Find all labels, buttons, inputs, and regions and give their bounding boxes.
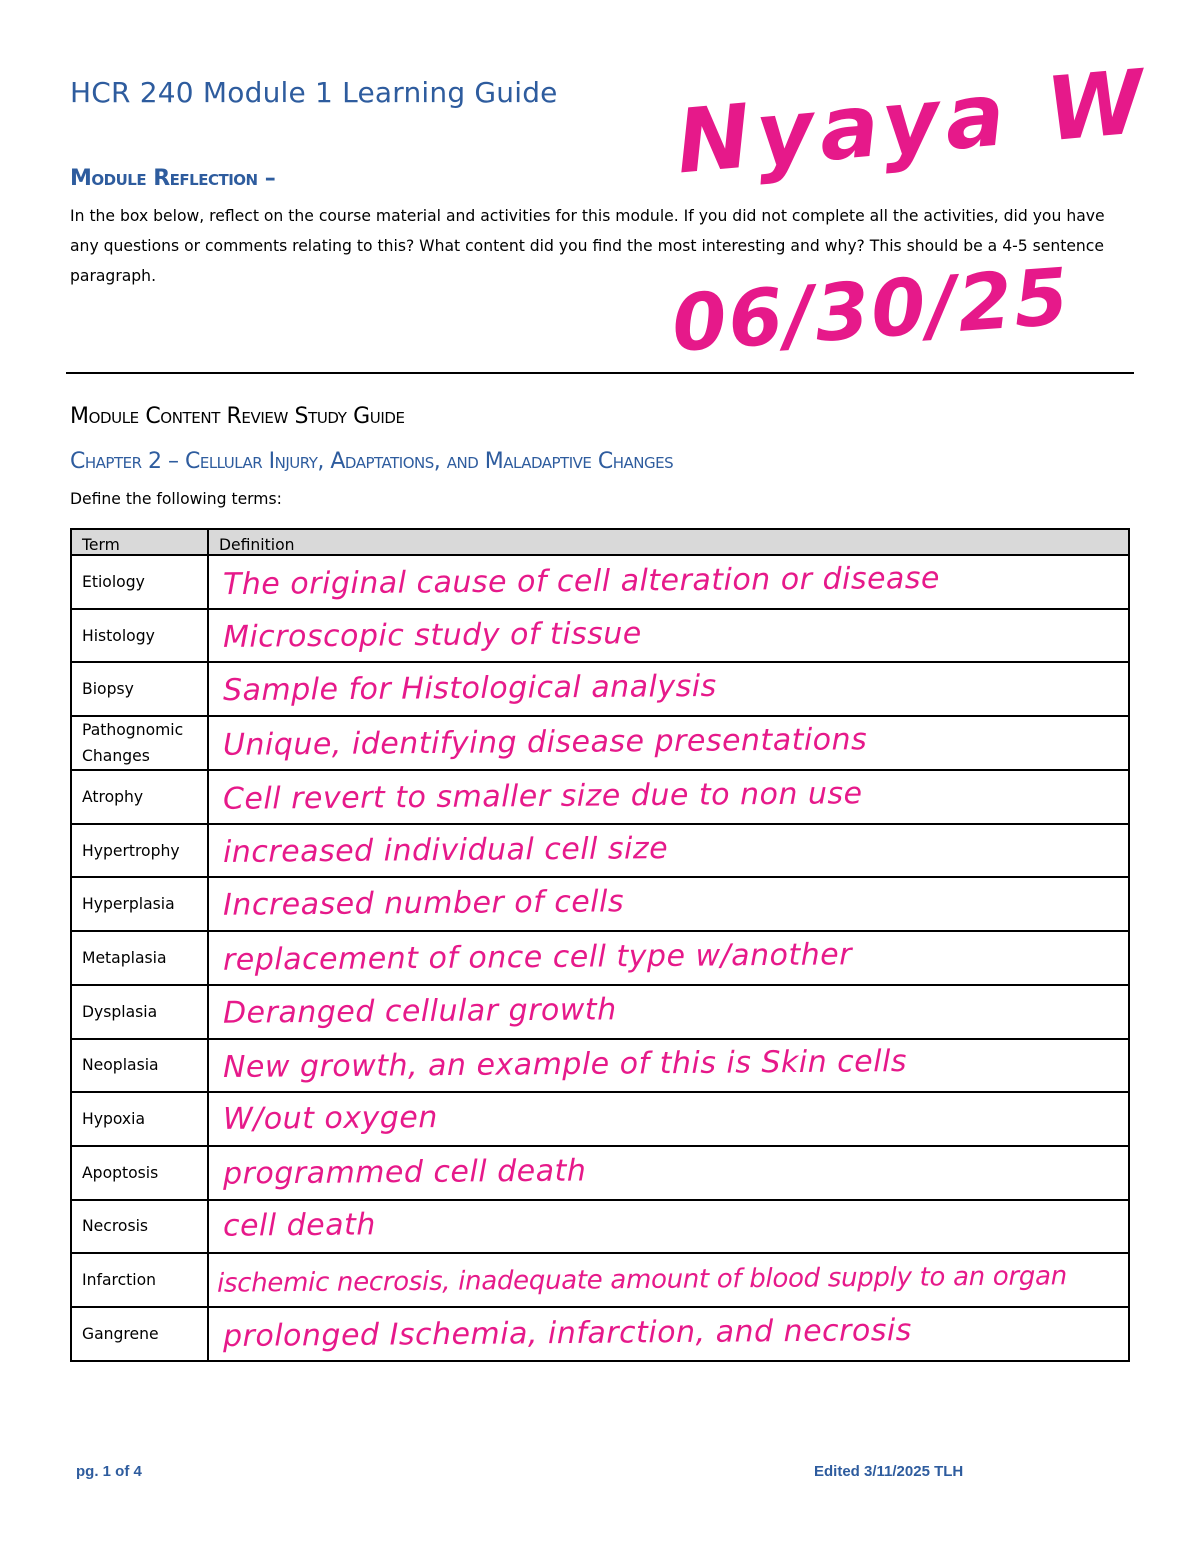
table-row [71,1146,1129,1200]
table-row [71,555,1129,609]
handwritten-definition: New growth, an example of this is Skin cells [222,1044,908,1086]
chapter-heading: Chapter 2 – Cellular Injury, Adaptations, and Maladaptive Changes [70,449,674,474]
definition-cell [208,662,1129,716]
terms-table [70,528,1130,1362]
table-row [71,1307,1129,1361]
definition-cell [208,1253,1129,1307]
table-row [71,716,1129,770]
table-row [71,1039,1129,1093]
table-row [71,1253,1129,1307]
term-cell: Infarction [71,1253,208,1307]
term-cell: Hyperplasia [71,877,208,931]
handwritten-definition: The original cause of cell alteration or disease [222,560,941,602]
term-cell: Apoptosis [71,1146,208,1200]
term-cell: Necrosis [71,1200,208,1254]
document-title: HCR 240 Module 1 Learning Guide [70,76,558,109]
definition-cell [208,1092,1129,1146]
handwritten-definition: ischemic necrosis, inadequate amount of blood supply to an organ [216,1261,1067,1299]
term-cell: Atrophy [71,770,208,824]
handwritten-definition: Cell revert to smaller size due to non use [222,776,863,817]
definition-cell [208,555,1129,609]
term-cell: Hypertrophy [71,824,208,878]
handwritten-date: 06/30/25 [669,252,1074,370]
handwritten-definition: replacement of once cell type w/another [222,937,853,978]
handwritten-definition: Microscopic study of tissue [222,615,642,655]
table-row [71,824,1129,878]
table-row [71,1092,1129,1146]
term-cell: Pathognomic Changes [71,716,208,770]
handwritten-definition: programmed cell death [222,1153,587,1192]
term-cell: Biopsy [71,662,208,716]
definition-cell [208,1146,1129,1200]
term-cell: Metaplasia [71,931,208,985]
definition-cell [208,1039,1129,1093]
table-row [71,985,1129,1039]
table-row [71,609,1129,663]
table-row [71,1200,1129,1254]
definition-cell [208,877,1129,931]
term-cell: Gangrene [71,1307,208,1361]
definition-cell [208,770,1129,824]
handwritten-definition: Unique, identifying disease presentations [222,722,868,763]
edited-note: Edited 3/11/2025 TLH [814,1463,964,1480]
term-cell: Etiology [71,555,208,609]
definition-cell [208,985,1129,1039]
definition-cell [208,1307,1129,1361]
term-cell: Hypoxia [71,1092,208,1146]
term-cell: Histology [71,609,208,663]
column-header-term: Term [71,529,208,555]
study-guide-heading: Module Content Review Study Guide [70,404,405,429]
table-header-row [71,529,1129,555]
handwritten-definition: prolonged Ischemia, infarction, and necrosis [222,1312,912,1354]
definition-cell [208,931,1129,985]
page-number: pg. 1 of 4 [76,1463,142,1480]
table-row [71,877,1129,931]
handwritten-definition: W/out oxygen [222,1100,438,1137]
term-cell: Dysplasia [71,985,208,1039]
handwritten-definition: cell death [222,1207,376,1245]
table-row [71,931,1129,985]
reflection-heading: Module Reflection – [70,166,276,191]
section-divider [66,372,1134,374]
handwritten-definition: Sample for Histological analysis [222,669,717,709]
table-instructions: Define the following terms: [70,490,282,508]
table-row [71,662,1129,716]
definition-cell [208,1200,1129,1254]
handwritten-definition: increased individual cell size [222,830,669,870]
handwritten-definition: Deranged cellular growth [222,991,617,1031]
term-cell: Neoplasia [71,1039,208,1093]
definition-cell [208,824,1129,878]
table-row [71,770,1129,824]
handwritten-signature: Nyaya W [672,49,1154,194]
handwritten-definition: Increased number of cells [222,884,625,924]
definition-cell [208,716,1129,770]
definition-cell [208,609,1129,663]
reflection-instructions: In the box below, reflect on the course material and activities for this module. If you did not complete all the activities, did you have any questions or comments relating to this? What content did you find the most interesting and why? This should be a 4-5 sentence paragraph. [70,207,1105,285]
column-header-definition: Definition [208,529,1129,555]
